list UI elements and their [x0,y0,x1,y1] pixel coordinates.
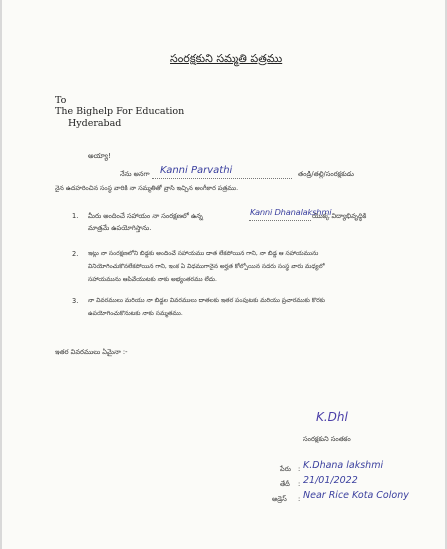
addressee-city: Hyderabad [68,118,122,129]
intro-guardian-name: Kanni Parvathi [160,165,233,176]
document-title: సంరక్షకుని సమ్మతి పత్రము [170,52,283,65]
point-3-line-2: ఉపయోగించుకొనుటకు నాకు సమ్మతము. [88,310,183,317]
guardian-signature: K.Dhl [316,410,348,424]
intro-line-2: నైన ఉదహరించిన సంస్థ వారికి నా సమ్మతితో వ్రాసి ఇచ్చిన అంగీకార పత్రము. [55,185,239,192]
other-details-label: ఇతర వివరములు ఏమైనా :- [55,348,128,356]
consent-letter-page [2,0,445,549]
footer-name-colon: : [298,465,301,473]
point-1-line-2: మాత్రమే ఉపయోగిస్తాను. [88,224,152,232]
salutation: అయ్యా! [88,152,111,160]
footer-name-label: పేరు [280,465,291,473]
footer-date-value: 21/01/2022 [303,475,358,486]
footer-address-label: అడ్రెస్ [272,495,287,503]
footer-address-value: Near Rice Kota Colony [303,490,409,501]
point-1-name-dotted-line [249,220,311,221]
point-3-number: 3. [72,297,79,305]
addressee-to: To [55,95,67,106]
point-2-line-1: ఇట్లు నా సంరక్షణలోని బిడ్డకు అందించే సహాయము దాత లేకపోయిన గాని, నా బిడ్డ ఆ సహాయమును [88,250,319,257]
point-2-number: 2. [72,250,79,258]
point-1-number: 1. [72,212,79,220]
point-1-child-name: Kanni Dhanalakshmi [250,207,332,217]
point-1-text-b: యొక్క విద్యాభివృద్ధికి [312,212,367,220]
signature-label: సంరక్షకుని సంతకం [303,435,351,443]
intro-prefix: నేను అనగా [120,170,150,178]
intro-name-dotted-line [152,178,292,179]
footer-date-colon: : [298,480,301,488]
intro-relation: తండ్రి/తల్లి/సంరక్షకుడు [298,170,354,178]
footer-name-value: K.Dhana lakshmi [303,460,384,471]
point-2-line-3: సహాయమును ఆపివేయుటకు నాకు అభ్యంతరము లేదు. [88,276,217,283]
addressee-organization: The Bighelp For Education [55,106,185,117]
footer-date-label: తేదీ [280,480,290,488]
point-1-text-a: మీరు అందించే సహాయం నా సంరక్షణలో ఉన్న [88,212,203,220]
footer-address-colon: : [298,495,301,503]
point-2-line-2: వినియోగించుకొనలేకపోయిన గాని, ఇంక ఏ విధముగానైన అర్హత కోల్పోయిన సదరు సంస్థ వారు మధ్యలో [88,263,325,270]
point-3-line-1: నా వివరములు మరియు నా బిడ్డల వివరములు దాతలకు ఇతర పంపుటకు మరియు ప్రచారముకు కొరకు [88,297,325,304]
